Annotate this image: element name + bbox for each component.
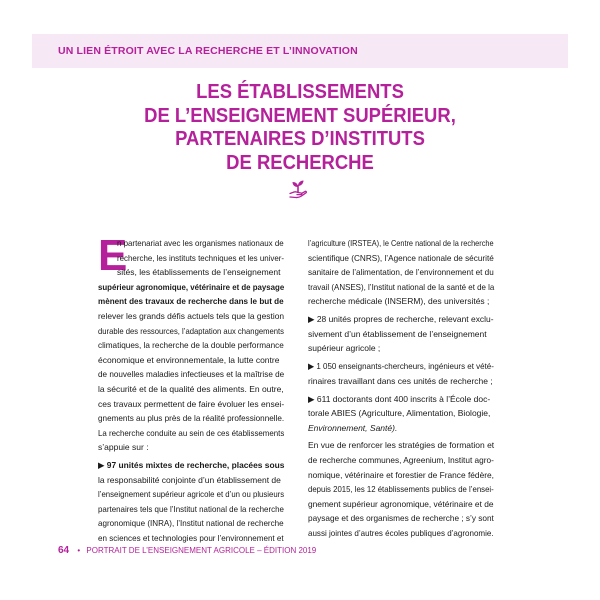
text-line: recherche médicale (INSERM), des universités ; (308, 296, 490, 307)
text-line: gnements au plus près de la réalité professionnelle. (98, 413, 285, 424)
text-line: aussi jointes d’autres écoles publiques d’agronomie. (308, 528, 494, 539)
text-line: climatiques, la recherche de la double performance (98, 340, 284, 351)
text-line: La recherche conduite au sein de ces établissements (98, 427, 285, 438)
text-span: sités, les établissements de l’enseignement (117, 267, 281, 278)
title-line: PARTENAIRES D’INSTITUTS (175, 127, 425, 150)
text-line: paysage et des organismes de recherche ; s’y sont (308, 513, 494, 524)
text-line: la sécurité et de la qualité des aliments. En outre, (98, 383, 284, 394)
text-line: l’agriculture (IRSTEA), le Centre national de la recherche (308, 238, 494, 248)
section-band (32, 34, 568, 68)
text-line: rinaires travaillant dans ces unités de recherche ; (308, 375, 493, 386)
bold-text: ▶ 97 unités mixtes de recherche, placées sous (98, 460, 285, 471)
text-line: ces travaux permettent de faire évoluer les ensei- (98, 398, 285, 409)
text-line: supérieur agricole ; (308, 343, 381, 354)
text-line: la responsabilité conjointe d’un établissement de (98, 474, 281, 485)
title-line: LES ÉTABLISSEMENTS (196, 80, 404, 103)
text-line: recherche, les instituts techniques et les univer- (117, 252, 285, 263)
drop-cap: E (98, 231, 128, 280)
text-line: sivement d’un établissement de l’enseignement (308, 328, 487, 339)
text-line: travail (ANSES), l’Institut national de la santé et de la (308, 281, 495, 292)
text-line: relever les grands défis actuels tels que la gestion (98, 310, 285, 321)
section-title: UN LIEN ÉTROIT AVEC LA RECHERCHE ET L’INNOVATION (58, 45, 358, 57)
text-line: ▶ 28 unités propres de recherche, relevant exclu- (308, 314, 494, 325)
text-line: ▶ 611 doctorants dont 400 inscrits à l’École doc- (308, 393, 491, 404)
text-line: gnement supérieur agronomique, vétérinaire et de (308, 498, 494, 509)
text-line: l’enseignement supérieur agricole et d’un ou plusieurs (98, 489, 285, 500)
text-line: s’appuie sur : (98, 442, 149, 453)
text-line: en sciences et technologies pour l’environnement et (98, 533, 284, 544)
text-line (98, 265, 284, 280)
text-line: agronomique (INRA), l’Institut national de recherche (98, 518, 284, 529)
title-line: DE RECHERCHE (226, 150, 374, 174)
text-line: partenaires tels que l’Institut national de la recherche (98, 503, 284, 514)
publication-title: PORTRAIT DE L’ENSEIGNEMENT AGRICOLE – ÉDITION 2019 (86, 546, 317, 555)
italic-text: Environnement, Santé). (308, 422, 398, 433)
page-footer (58, 545, 316, 556)
text-line: nomique, vétérinaire et forestier de France fédère, (308, 469, 494, 480)
right-text-column (308, 236, 494, 541)
bold-text: supérieur agronomique, vétérinaire et de paysage (98, 281, 285, 292)
text-line (308, 421, 494, 436)
bold-text: mènent des travaux de recherche dans le but de (98, 296, 284, 307)
text-line: durable des ressources, l’adaptation aux changements (98, 325, 285, 336)
page-number: 64 (58, 545, 70, 556)
text-line: scientifique (CNRS), l’Agence nationale de sécurité (308, 252, 494, 263)
text-line: de nouvelles maladies infectieuses et la maîtrise de (98, 369, 285, 380)
text-line: depuis 2015, les 12 établissements publics de l’ensei- (308, 484, 494, 495)
plant-in-hand-icon (287, 178, 309, 200)
footer-bullet: • (77, 546, 81, 555)
text-line (98, 280, 284, 295)
title-line: DE L’ENSEIGNEMENT SUPÉRIEUR, (144, 103, 456, 127)
page-title (0, 80, 600, 174)
text-line: En vue de renforcer les stratégies de formation et (308, 440, 495, 451)
text-line: de recherche communes, Agreenium, Institut agro- (308, 455, 494, 466)
text-line: ▶ 1 050 enseignants-chercheurs, ingénieurs et vété- (308, 361, 494, 372)
text-line: torale ABIES (Agriculture, Alimentation, Biologie, (308, 408, 491, 419)
text-line: économique et environnementale, la lutte contre (98, 354, 280, 365)
text-line (98, 458, 284, 473)
text-line: n partenariat avec les organismes nationaux de (117, 238, 284, 248)
left-text-column (98, 231, 285, 546)
text-line (98, 294, 284, 309)
text-line: sanitaire de l’alimentation, de l’environnement et du (308, 267, 494, 278)
